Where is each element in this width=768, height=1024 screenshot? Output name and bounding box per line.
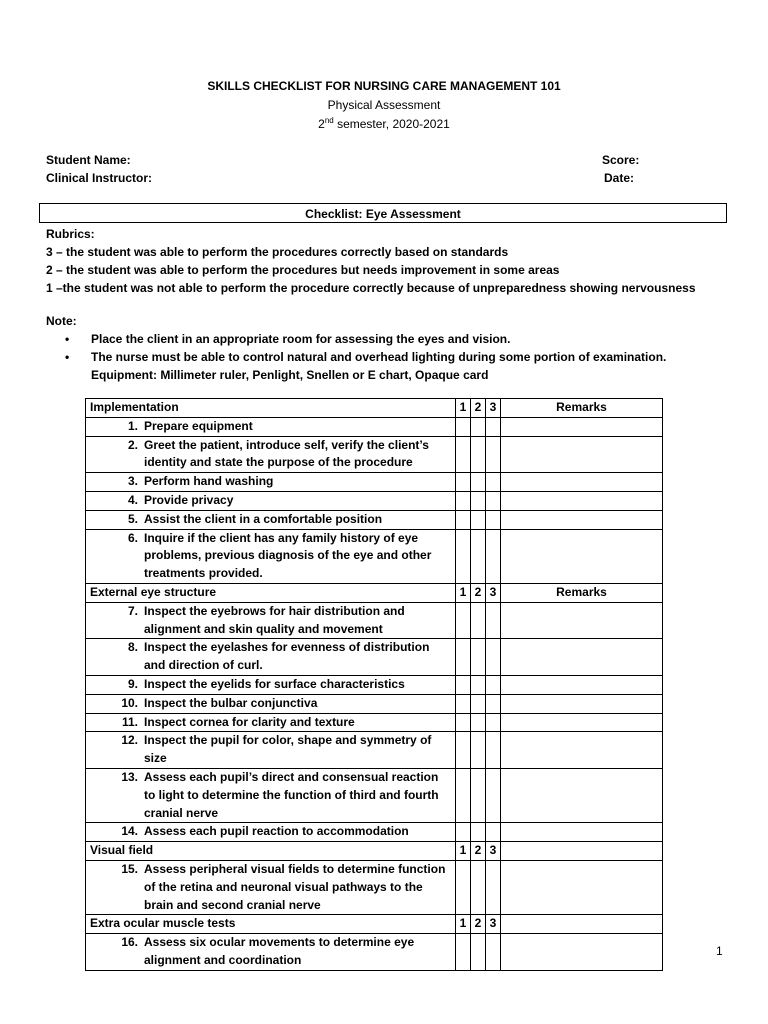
checklist-item-row — [86, 473, 663, 492]
item-text: Inquire if the client has any family history of eye problems, previous diagnosis of the eye and other treatments provided. — [144, 530, 432, 581]
item-number: 6. — [127, 530, 138, 545]
score-cell-2[interactable] — [471, 860, 486, 914]
checklist-title: Checklist: Eye Assessment — [39, 203, 727, 223]
score-cell-2[interactable] — [471, 510, 486, 529]
score-cell-3[interactable] — [486, 529, 501, 583]
item-cell — [86, 529, 456, 583]
semester-text: semester, 2020-2021 — [333, 117, 450, 131]
item-cell — [86, 417, 456, 436]
score-cell-3[interactable] — [486, 823, 501, 842]
page-number: 1 — [716, 944, 723, 958]
score-cell-3[interactable] — [486, 602, 501, 639]
item-cell — [86, 675, 456, 694]
item-number: 2. — [127, 437, 138, 452]
remarks-cell[interactable] — [501, 510, 663, 529]
section-title: Extra ocular muscle tests — [86, 915, 456, 934]
item-cell — [86, 713, 456, 732]
semester-line — [0, 115, 768, 134]
remarks-cell[interactable] — [501, 491, 663, 510]
section-title: Visual field — [86, 842, 456, 861]
equipment-line: Equipment: Millimeter ruler, Penlight, Snellen or E chart, Opaque card — [91, 368, 489, 382]
item-text: Provide privacy — [144, 492, 234, 507]
item-cell — [86, 732, 456, 769]
score-cell-1[interactable] — [456, 675, 471, 694]
item-text: Greet the patient, introduce self, verify the client’s identity and state the purpose of the procedure — [144, 437, 429, 470]
rubric-item: 3 – the student was able to perform the procedures correctly based on standards — [46, 245, 509, 259]
note — [46, 312, 746, 384]
score-cell-2[interactable] — [471, 713, 486, 732]
info-left — [46, 151, 152, 187]
score-cell-1[interactable] — [456, 639, 471, 676]
score-cell-1[interactable] — [456, 529, 471, 583]
item-number: 15. — [121, 861, 138, 876]
clinical-instructor-label: Clinical Instructor: — [46, 171, 153, 185]
document-title: SKILLS CHECKLIST FOR NURSING CARE MANAGEMENT 101 — [207, 79, 561, 93]
remarks-cell[interactable] — [501, 732, 663, 769]
score-cell-2[interactable] — [471, 823, 486, 842]
item-number: 10. — [121, 695, 138, 710]
note-bullet-item — [46, 348, 746, 366]
info-right — [602, 151, 639, 187]
score-cell-3[interactable] — [486, 768, 501, 822]
remarks-header-empty — [501, 842, 663, 861]
score-column-header: 3 — [486, 399, 501, 418]
note-bullet-text: Place the client in an appropriate room for assessing the eyes and vision. — [91, 332, 511, 346]
student-name-label: Student Name: — [46, 153, 131, 167]
section-title: Implementation — [86, 399, 456, 418]
score-cell-1[interactable] — [456, 823, 471, 842]
remarks-cell[interactable] — [501, 713, 663, 732]
item-cell — [86, 510, 456, 529]
item-text: Assess each pupil’s direct and consensual reaction to light to determine the function of third and fourth cranial nerve — [144, 769, 439, 820]
document-subtitle: Physical Assessment — [327, 98, 441, 112]
remarks-header: Remarks — [501, 399, 663, 418]
score-cell-3[interactable] — [486, 713, 501, 732]
remarks-cell[interactable] — [501, 934, 663, 971]
remarks-cell[interactable] — [501, 823, 663, 842]
section-header-row — [86, 915, 663, 934]
score-cell-2[interactable] — [471, 491, 486, 510]
semester-number: 2 — [318, 117, 325, 131]
item-number: 7. — [127, 603, 138, 618]
checklist-item-row — [86, 417, 663, 436]
item-text: Inspect the pupil for color, shape and symmetry of size — [144, 733, 432, 766]
score-cell-3[interactable] — [486, 510, 501, 529]
checklist-item-row — [86, 510, 663, 529]
item-text: Assess peripheral visual fields to determine function of the retina and neuronal visual pathways to the brain and second cranial nerve — [144, 861, 446, 912]
score-cell-1[interactable] — [456, 768, 471, 822]
item-cell — [86, 860, 456, 914]
remarks-cell[interactable] — [501, 639, 663, 676]
section-title: External eye structure — [86, 583, 456, 602]
score-cell-2[interactable] — [471, 934, 486, 971]
item-text: Prepare equipment — [144, 418, 253, 433]
score-column-header: 3 — [486, 842, 501, 861]
score-cell-1[interactable] — [456, 473, 471, 492]
item-text: Inspect the eyebrows for hair distribution and alignment and skin quality and movement — [144, 603, 405, 636]
score-cell-1[interactable] — [456, 713, 471, 732]
score-cell-1[interactable] — [456, 510, 471, 529]
item-number: 8. — [127, 640, 138, 655]
note-list — [46, 330, 746, 366]
item-number: 1. — [127, 418, 138, 433]
item-number: 4. — [127, 492, 138, 507]
section-header-row — [86, 583, 663, 602]
score-column-header: 3 — [486, 915, 501, 934]
item-cell — [86, 602, 456, 639]
checklist-item-row — [86, 491, 663, 510]
item-number: 12. — [121, 733, 138, 748]
score-column-header: 1 — [456, 399, 471, 418]
bullet-icon: • — [65, 332, 70, 346]
item-text: Assess six ocular movements to determine eye alignment and coordination — [144, 935, 415, 967]
item-cell — [86, 491, 456, 510]
score-cell-3[interactable] — [486, 491, 501, 510]
remarks-cell[interactable] — [501, 417, 663, 436]
score-cell-2[interactable] — [471, 602, 486, 639]
score-label: Score: — [602, 153, 640, 167]
note-bullet-text: The nurse must be able to control natural and overhead lighting during some portion of examination. — [91, 350, 667, 364]
item-cell — [86, 694, 456, 713]
remarks-cell[interactable] — [501, 602, 663, 639]
note-heading: Note: — [46, 314, 77, 328]
score-cell-2[interactable] — [471, 675, 486, 694]
remarks-cell[interactable] — [501, 675, 663, 694]
item-number: 16. — [121, 935, 138, 950]
checklist-item-row — [86, 639, 663, 676]
checklist-table — [85, 398, 663, 971]
item-text: Inspect cornea for clarity and texture — [144, 714, 355, 729]
score-cell-2[interactable] — [471, 473, 486, 492]
item-cell — [86, 436, 456, 473]
item-cell — [86, 823, 456, 842]
score-cell-2[interactable] — [471, 732, 486, 769]
remarks-cell[interactable] — [501, 860, 663, 914]
bullet-icon: • — [65, 350, 70, 364]
checklist-item-row — [86, 602, 663, 639]
item-cell — [86, 768, 456, 822]
item-text: Assist the client in a comfortable position — [144, 511, 383, 526]
note-bullet-item — [46, 330, 746, 348]
score-cell-3[interactable] — [486, 694, 501, 713]
item-text: Inspect the eyelashes for evenness of distribution and direction of curl. — [144, 640, 430, 673]
score-cell-3[interactable] — [486, 417, 501, 436]
rubric-item: 2 – the student was able to perform the procedures but needs improvement in some areas — [46, 263, 560, 277]
score-column-header: 2 — [471, 583, 486, 602]
item-cell — [86, 639, 456, 676]
score-column-header: 2 — [471, 915, 486, 934]
item-cell — [86, 473, 456, 492]
checklist-item-row — [86, 713, 663, 732]
checklist-item-row — [86, 529, 663, 583]
checklist-item-row — [86, 860, 663, 914]
checklist-item-row — [86, 436, 663, 473]
remarks-header: Remarks — [501, 583, 663, 602]
item-number: 11. — [121, 714, 138, 729]
checklist-item-row — [86, 823, 663, 842]
score-cell-2[interactable] — [471, 768, 486, 822]
score-cell-1[interactable] — [456, 694, 471, 713]
section-header-row — [86, 842, 663, 861]
score-cell-1[interactable] — [456, 417, 471, 436]
checklist-item-row — [86, 732, 663, 769]
score-cell-1[interactable] — [456, 934, 471, 971]
remarks-cell[interactable] — [501, 529, 663, 583]
item-number: 9. — [127, 676, 138, 691]
date-label: Date: — [604, 171, 635, 185]
checklist-item-row — [86, 694, 663, 713]
score-cell-2[interactable] — [471, 639, 486, 676]
item-cell — [86, 934, 456, 971]
item-text: Perform hand washing — [144, 474, 274, 489]
rubrics — [46, 225, 696, 297]
score-cell-3[interactable] — [486, 860, 501, 914]
score-column-header: 2 — [471, 399, 486, 418]
checklist-item-row — [86, 934, 663, 971]
score-cell-3[interactable] — [486, 436, 501, 473]
remarks-cell[interactable] — [501, 473, 663, 492]
score-column-header: 1 — [456, 915, 471, 934]
remarks-header-empty — [501, 915, 663, 934]
item-number: 13. — [121, 769, 138, 784]
score-column-header: 1 — [456, 583, 471, 602]
score-cell-1[interactable] — [456, 602, 471, 639]
score-cell-3[interactable] — [486, 473, 501, 492]
rubrics-heading: Rubrics: — [46, 227, 95, 241]
score-cell-1[interactable] — [456, 491, 471, 510]
item-number: 3. — [127, 474, 138, 489]
score-cell-3[interactable] — [486, 732, 501, 769]
score-cell-1[interactable] — [456, 860, 471, 914]
title-block — [0, 77, 768, 134]
score-cell-1[interactable] — [456, 436, 471, 473]
checklist-item-row — [86, 768, 663, 822]
item-number: 5. — [127, 511, 138, 526]
checklist-item-row — [86, 675, 663, 694]
remarks-cell[interactable] — [501, 694, 663, 713]
score-column-header: 3 — [486, 583, 501, 602]
score-cell-3[interactable] — [486, 675, 501, 694]
score-cell-2[interactable] — [471, 417, 486, 436]
section-header-row — [86, 399, 663, 418]
remarks-cell[interactable] — [501, 768, 663, 822]
rubric-item: 1 –the student was not able to perform the procedure correctly because of unpreparedness showing nervousness — [46, 281, 696, 295]
score-cell-2[interactable] — [471, 436, 486, 473]
item-text: Inspect the bulbar conjunctiva — [144, 695, 318, 710]
score-cell-2[interactable] — [471, 694, 486, 713]
score-cell-3[interactable] — [486, 639, 501, 676]
score-cell-3[interactable] — [486, 934, 501, 971]
score-column-header: 2 — [471, 842, 486, 861]
score-cell-1[interactable] — [456, 732, 471, 769]
item-text: Inspect the eyelids for surface characteristics — [144, 676, 405, 691]
item-text: Assess each pupil reaction to accommodation — [144, 824, 409, 839]
remarks-cell[interactable] — [501, 436, 663, 473]
score-cell-2[interactable] — [471, 529, 486, 583]
semester-ordinal: nd — [324, 116, 334, 125]
item-number: 14. — [121, 824, 138, 839]
score-column-header: 1 — [456, 842, 471, 861]
